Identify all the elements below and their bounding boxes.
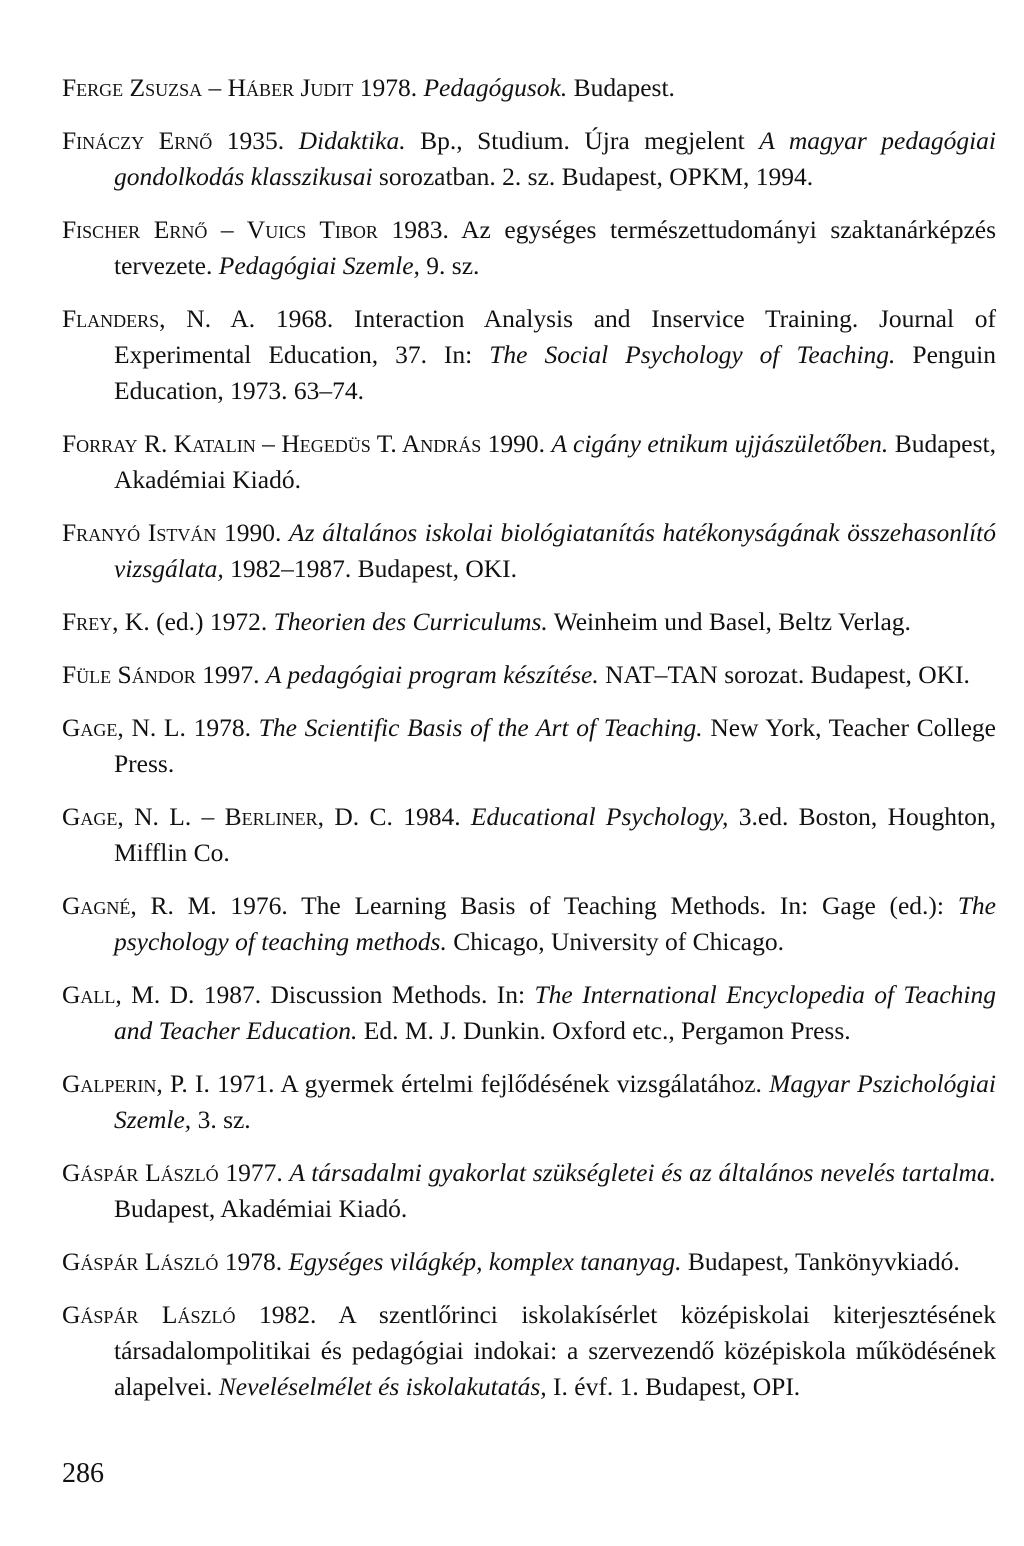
entry-title: A társadalmi gyakorlat szükségletei és az általános nevelés tartalma. (289, 1158, 996, 1187)
bibliography-list (62, 70, 996, 1405)
bibliography-entry (62, 426, 996, 498)
bibliography-entry (62, 657, 996, 693)
entry-author: Ferge Zsuzsa – Háber Judit (62, 73, 354, 102)
bibliography-entry (62, 301, 996, 409)
entry-text: 1968. Interaction Analysis and Inservice Training. Journal of Experimental Education, 37. In: (114, 304, 997, 369)
entry-text: 1984. (392, 802, 471, 831)
entry-title: Didaktika. (298, 126, 406, 155)
entry-text: 1987. Discussion Methods. In: (194, 980, 535, 1009)
entry-text: 1990. (481, 429, 552, 458)
entry-text: 1978. (218, 1247, 289, 1276)
entry-author: Gáspár László (62, 1247, 219, 1276)
entry-title: Egységes világkép, komplex tananyag. (288, 1247, 682, 1276)
bibliography-entry (62, 888, 996, 960)
entry-text: I. évf. 1. Budapest, OPI. (546, 1372, 801, 1401)
entry-title: The Social Psychology of Teaching. (489, 340, 896, 369)
bibliography-entry (62, 604, 996, 640)
bibliography-entry (62, 1297, 996, 1405)
bibliography-page (62, 70, 996, 1422)
entry-text: 1976. The Learning Basis of Teaching Methods. In: Gage (ed.): (216, 891, 958, 920)
entry-author: Gagné, R. M. (62, 891, 217, 920)
bibliography-entry (62, 212, 996, 284)
entry-title: A cigány etnikum ujjászületőben. (551, 429, 889, 458)
entry-text: 1982–1987. Budapest, OKI. (223, 554, 518, 583)
entry-text: Budapest. (567, 73, 675, 102)
bibliography-entry (62, 799, 996, 871)
entry-title: Educational Psychology, (470, 802, 729, 831)
entry-title: A pedagógiai program készítése. (265, 660, 599, 689)
entry-author: Frey, K. (62, 607, 150, 636)
entry-title: Neveléselmélet és iskolakutatás, (218, 1372, 547, 1401)
entry-author: Füle Sándor (62, 660, 196, 689)
entry-author: Gage, N. L. (62, 713, 186, 742)
bibliography-entry (62, 123, 996, 195)
entry-text: 1977. (218, 1158, 290, 1187)
entry-author: Flanders, N. A. (62, 304, 256, 333)
entry-text: 3.ed. Boston, Houghton, Mifflin Co. (114, 802, 997, 867)
entry-title: A magyar pedagógiai gondolkodás klasszikusai (114, 126, 997, 191)
entry-text: Budapest, Akadémiai Kiadó. (114, 1194, 408, 1223)
entry-text: sorozatban. 2. sz. Budapest, OPKM, 1994. (372, 162, 814, 191)
entry-text: 1971. A gyermek értelmi fejlődésének vizsgálatához. (209, 1069, 770, 1098)
bibliography-entry (62, 1066, 996, 1138)
entry-author: Fináczy Ernő (62, 126, 213, 155)
bibliography-entry (62, 1155, 996, 1227)
entry-author: Gáspár László (62, 1158, 219, 1187)
bibliography-entry (62, 1244, 996, 1280)
entry-author: Fischer Ernő – Vuics Tibor (62, 215, 378, 244)
entry-text: 1990. (216, 518, 290, 547)
bibliography-entry (62, 977, 996, 1049)
entry-text: (ed.) 1972. (149, 607, 274, 636)
entry-title: Az általános iskolai biológiatanítás hatékonyságának összehasonlító vizsgálata, (114, 518, 997, 583)
entry-text: Budapest, Tankönyvkiadó. (681, 1247, 960, 1276)
entry-text: Chicago, University of Chicago. (446, 927, 784, 956)
entry-author: Franyó István (62, 518, 217, 547)
page-number: 286 (62, 1458, 104, 1489)
entry-author: Forray R. Katalin – Hegedüs T. András (62, 429, 482, 458)
entry-title: The International Encyclopedia of Teaching and Teacher Education. (114, 980, 996, 1045)
entry-title: Pedagógiai Szemle, (218, 251, 420, 280)
entry-text: 3. sz. (191, 1105, 251, 1134)
entry-title: Theorien des Curriculums. (273, 607, 548, 636)
entry-text: NAT–TAN sorozat. Budapest, OKI. (598, 660, 970, 689)
entry-text: 1978. (353, 73, 424, 102)
entry-text: Penguin Education, 1973. 63–74. (114, 340, 996, 405)
entry-text: Weinheim und Basel, Beltz Verlag. (547, 607, 911, 636)
entry-author: Galperin, P. I. (62, 1069, 210, 1098)
entry-author: Gage, N. L. – Berliner, D. C. (62, 802, 393, 831)
entry-text: New York, Teacher College Press. (114, 713, 996, 778)
entry-author: Gall, M. D. (62, 980, 195, 1009)
entry-title: The Scientific Basis of the Art of Teaching. (258, 713, 703, 742)
bibliography-entry (62, 515, 996, 587)
entry-title: The psychology of teaching methods. (114, 891, 996, 956)
entry-text: 9. sz. (419, 251, 480, 280)
entry-author: Gáspár László (62, 1300, 236, 1329)
entry-text: 1982. A szentlőrinci iskolakísérlet középiskolai kiterjesztésének társadalompolitikai és pedagógiai indokai: a szervezendő középiskola működésének alapelvei. (114, 1300, 996, 1401)
entry-text: Ed. M. J. Dunkin. Oxford etc., Pergamon Press. (357, 1016, 851, 1045)
entry-text: 1983. Az egységes természettudományi szaktanárképzés tervezete. (114, 215, 997, 280)
entry-text: Bp., Studium. Újra megjelent (405, 126, 760, 155)
bibliography-entry (62, 710, 996, 782)
entry-text: Budapest, Akadémiai Kiadó. (114, 429, 996, 494)
entry-title: Magyar Pszichológiai Szemle, (114, 1069, 996, 1134)
entry-text: 1935. (212, 126, 299, 155)
bibliography-entry (62, 70, 996, 106)
entry-text: 1997. (195, 660, 266, 689)
entry-text: 1978. (185, 713, 259, 742)
entry-title: Pedagógusok. (423, 73, 568, 102)
